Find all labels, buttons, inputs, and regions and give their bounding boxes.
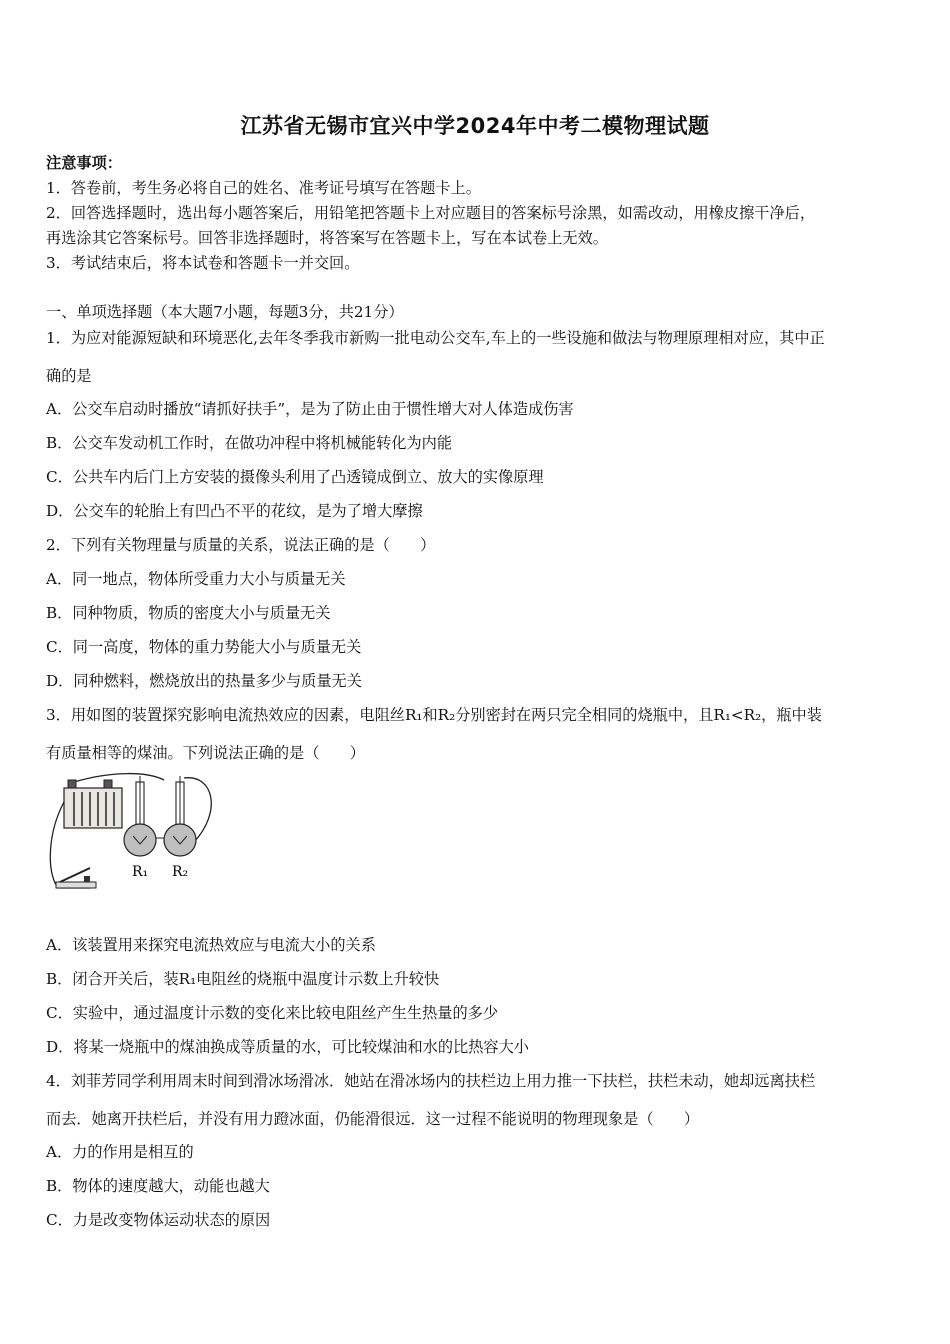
- answer-option: B．公交车发动机工作时，在做功冲程中将机械能转化为内能: [46, 434, 453, 452]
- question-stem: 3．用如图的装置探究影响电流热效应的因素，电阻丝R₁和R₂分别密封在两只完全相同的烧瓶中，且R₁<R₂，瓶中装: [46, 706, 822, 724]
- notice-heading: 注意事项：: [46, 154, 122, 172]
- answer-option: A．该装置用来探究电流热效应与电流大小的关系: [46, 936, 376, 954]
- answer-option: B．闭合开关后，装R₁电阻丝的烧瓶中温度计示数上升较快: [46, 970, 440, 988]
- answer-option: D．同种燃料，燃烧放出的热量多少与质量无关: [46, 672, 362, 690]
- question-stem: 2．下列有关物理量与质量的关系，说法正确的是（ ）: [46, 536, 436, 554]
- page-title: 江苏省无锡市宜兴中学2024年中考二模物理试题: [240, 114, 710, 138]
- notice-item: 1．答卷前，考生务必将自己的姓名、准考证号填写在答题卡上。: [46, 179, 481, 197]
- question-stem: 而去．她离开扶栏后，并没有用力蹬冰面，仍能滑很远．这一过程不能说明的物理现象是（ ）: [46, 1110, 700, 1128]
- answer-option: B．物体的速度越大，动能也越大: [46, 1177, 270, 1195]
- answer-option: C．公共车内后门上方安装的摄像头利用了凸透镜成倒立、放大的实像原理: [46, 468, 544, 486]
- answer-option: A．力的作用是相互的: [46, 1143, 194, 1161]
- answer-option: C．力是改变物体运动状态的原因: [46, 1211, 271, 1229]
- switch-icon: [56, 868, 96, 888]
- answer-option: A．同一地点，物体所受重力大小与质量无关: [46, 570, 346, 588]
- r2-label: R₂: [172, 864, 189, 880]
- answer-option: A．公交车启动时播放“请抓好扶手”，是为了防止由于惯性增大对人体造成伤害: [46, 400, 574, 418]
- answer-option: C．同一高度，物体的重力势能大小与质量无关: [46, 638, 362, 656]
- flask-r1-icon: [124, 776, 156, 856]
- question-stem: 确的是: [46, 367, 92, 385]
- question-stem: 有质量相等的煤油。下列说法正确的是（ ）: [46, 744, 365, 762]
- answer-option: D．将某一烧瓶中的煤油换成等质量的水，可比较煤油和水的比热容大小: [46, 1038, 529, 1056]
- notice-item: 再选涂其它答案标号。回答非选择题时，将答案写在答题卡上，写在本试卷上无效。: [46, 229, 608, 247]
- answer-option: B．同种物质，物质的密度大小与质量无关: [46, 604, 331, 622]
- answer-option: D．公交车的轮胎上有凹凸不平的花纹，是为了增大摩擦: [46, 502, 423, 520]
- notice-item: 3．考试结束后，将本试卷和答题卡一并交回。: [46, 254, 360, 272]
- answer-option: C．实验中，通过温度计示数的变化来比较电阻丝产生生热量的多少: [46, 1004, 499, 1022]
- notice-item: 2．回答选择题时，选出每小题答案后，用铅笔把答题卡上对应题目的答案标号涂黑，如需改动，用橡皮擦干净后，: [46, 204, 816, 222]
- question-stem: 4．刘菲芳同学利用周末时间到滑冰场滑冰．她站在滑冰场内的扶栏边上用力推一下扶栏，扶栏未动，她却远离扶栏: [46, 1072, 816, 1090]
- flask-r2-icon: [164, 776, 196, 856]
- battery-icon: [64, 780, 122, 828]
- question-stem: 1．为应对能源短缺和环境恶化,去年冬季我市新购一批电动公交车,车上的一些设施和做法与物理原理相对应，其中正: [46, 329, 825, 347]
- r1-label: R₁: [132, 864, 149, 880]
- section-heading: 一、单项选择题（本大题7小题，每题3分，共21分）: [46, 303, 404, 321]
- circuit-figure: [44, 772, 224, 897]
